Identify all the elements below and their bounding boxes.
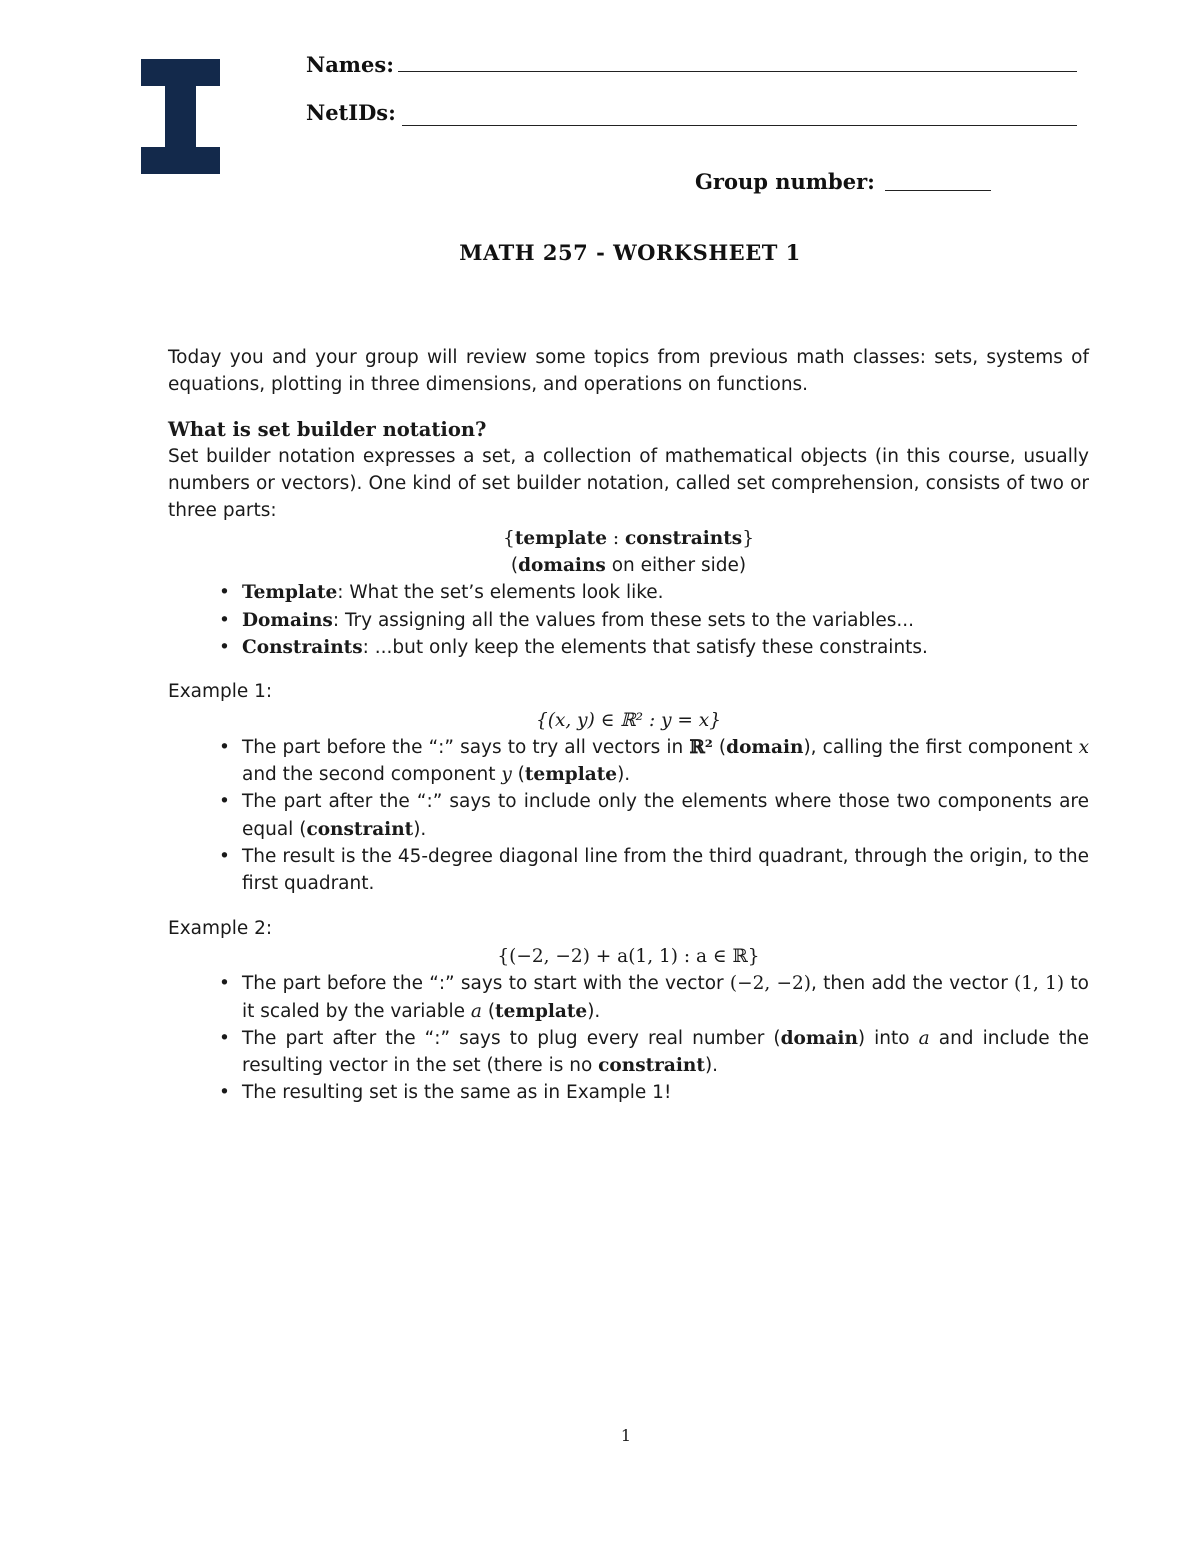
list-item: • The part after the “:” says to plug every real number (domain) into a and include the resulting vector in the set (there is no constraint). <box>168 1025 1089 1080</box>
netids-label: NetIDs: <box>306 100 396 125</box>
names-label: Names: <box>306 52 394 77</box>
worksheet-body <box>168 344 1089 1107</box>
parts-list <box>168 579 1089 661</box>
list-item: • The resulting set is the same as in Example 1! <box>168 1079 1089 1106</box>
example2-list <box>168 970 1089 1106</box>
general-formula: {template : constraints} <box>503 527 754 549</box>
example1-formula: {(x, y) ∈ ℝ² : y = x} <box>535 709 721 731</box>
list-item: • Constraints: ...but only keep the elements that satisfy these constraints. <box>168 634 1089 661</box>
domains-note: (domains on either side) <box>510 555 747 577</box>
example1-label: Example 1: <box>168 681 273 703</box>
list-item: • The result is the 45-degree diagonal line from the third quadrant, through the origin, to the first quadrant. <box>168 843 1089 898</box>
worksheet-title: MATH 257 - WORKSHEET 1 <box>459 240 801 265</box>
example1-list <box>168 734 1089 898</box>
list-item: • Template: What the set’s elements look like. <box>168 579 1089 606</box>
section-heading: What is set builder notation? <box>168 417 487 441</box>
list-item: • The part before the “:” says to start with the vector (−2, −2), then add the vector (1, 1) to it scaled by the variable a (template). <box>168 970 1089 1025</box>
group-number-label: Group number: <box>695 169 875 194</box>
example2-formula: {(−2, −2) + a(1, 1) : a ∈ ℝ} <box>497 945 760 967</box>
group-number-blank-line[interactable] <box>885 190 991 191</box>
netids-blank-line[interactable] <box>402 125 1077 126</box>
section-paragraph: Set builder notation expresses a set, a collection of mathematical objects (in this course, usually numbers or vectors). One kind of set builder notation, called set comprehension, consists of two or three parts: <box>168 445 1089 522</box>
list-item: • Domains: Try assigning all the values from these sets to the variables... <box>168 607 1089 634</box>
names-blank-line[interactable] <box>398 71 1077 72</box>
page-number: 1 <box>620 1426 632 1445</box>
list-item: • The part after the “:” says to include only the elements where those two components are equal (constraint). <box>168 788 1089 843</box>
university-block-i-logo <box>141 59 220 174</box>
intro-paragraph: Today you and your group will review some topics from previous math classes: sets, systems of equations, plotting in three dimensions, and operations on functions. <box>168 347 1089 396</box>
example2-label: Example 2: <box>168 917 273 939</box>
list-item: • The part before the “:” says to try all vectors in ℝ² (domain), calling the first component x and the second component y (template). <box>168 734 1089 789</box>
